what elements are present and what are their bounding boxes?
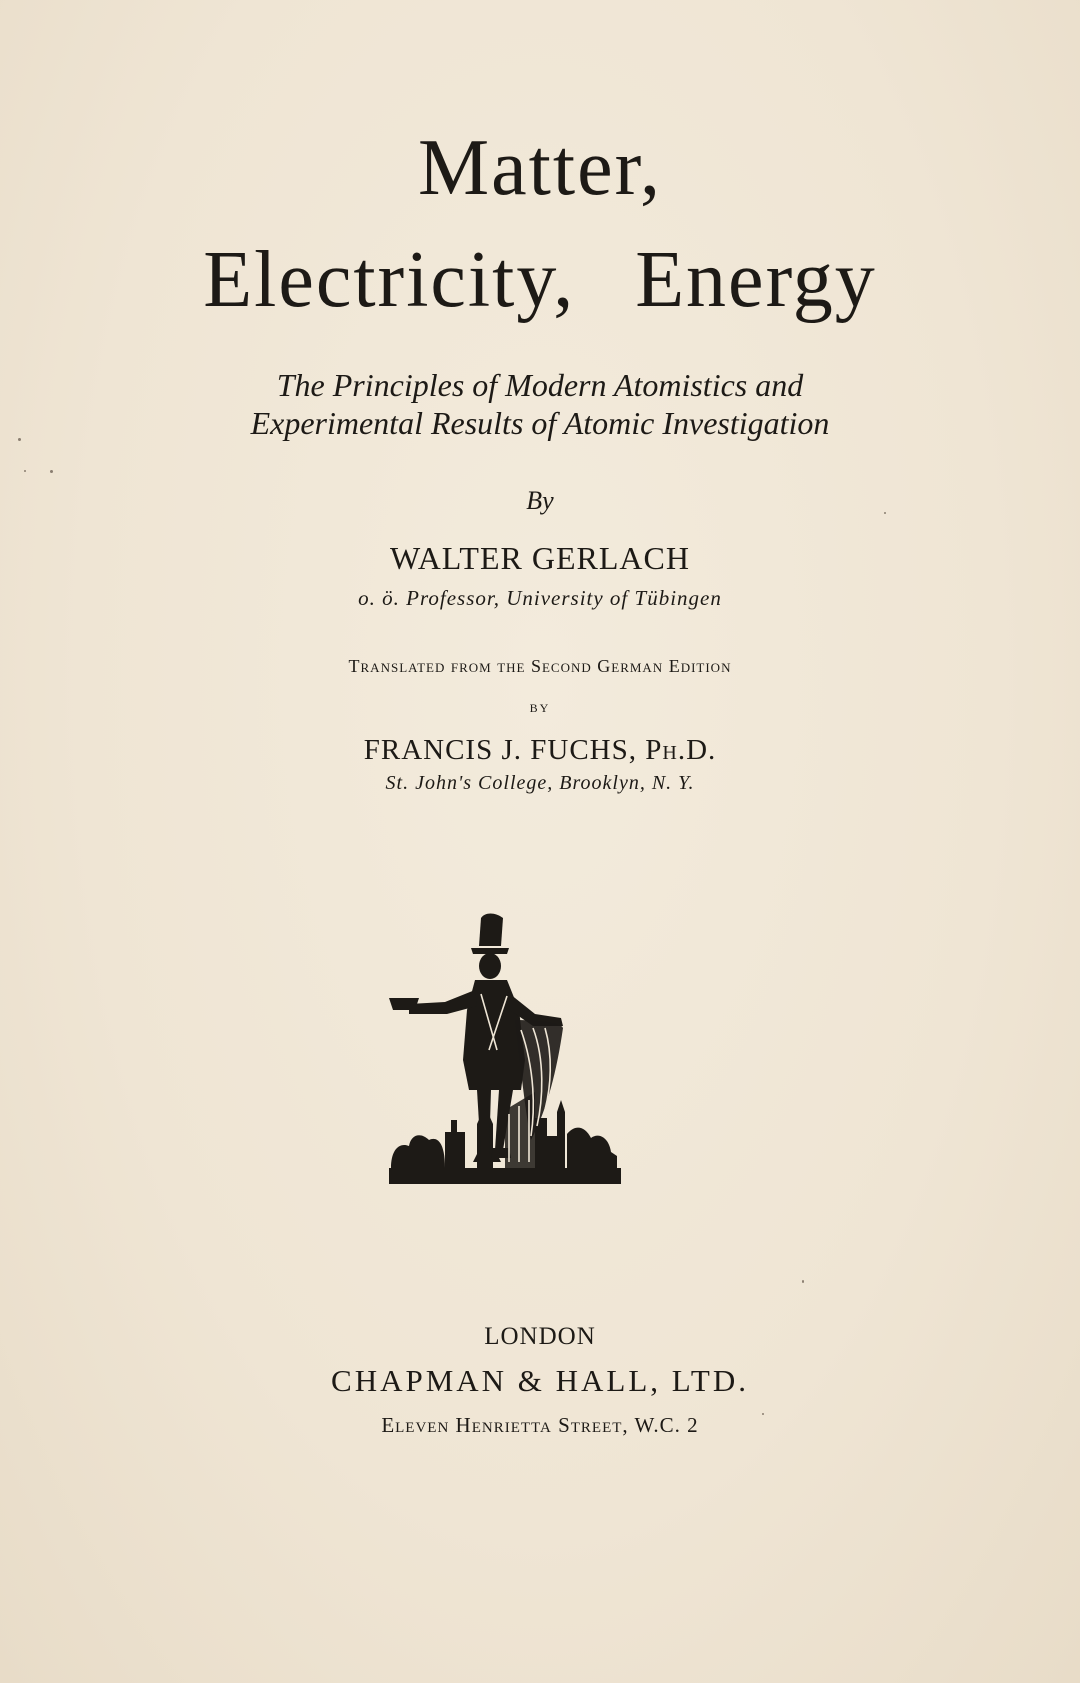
book-title-line-1: Matter, [417, 124, 663, 212]
translator-by-label: BY [529, 701, 551, 715]
translator-name [0, 734, 1080, 767]
paper-speck [802, 1280, 804, 1283]
imprint-address: Eleven Henrietta Street, W.C. 2 [381, 1413, 699, 1437]
by-label: By [526, 486, 554, 515]
paper-speck [884, 512, 886, 514]
translator-degree: Ph.D. [645, 734, 717, 766]
translation-note: Translated from the Second German Edition [348, 656, 732, 676]
book-title-electricity: Electricity, [203, 236, 576, 324]
subtitle [0, 366, 1080, 442]
book-title-line-2 [0, 236, 1080, 324]
translator-name-text: FRANCIS J. FUCHS, [363, 734, 646, 766]
paper-speck [24, 470, 26, 472]
author-name: WALTER GERLACH [390, 540, 690, 576]
book-title-energy: Energy [635, 236, 877, 324]
paper-speck [18, 438, 21, 441]
imprint-city: LONDON [484, 1323, 596, 1350]
paper-speck [50, 470, 53, 473]
subtitle-line-2: Experimental Results of Atomic Investigation [250, 405, 830, 441]
imprint-publisher: CHAPMAN & HALL, LTD. [331, 1363, 749, 1398]
translator-affiliation: St. John's College, Brooklyn, N. Y. [385, 772, 695, 794]
subtitle-line-1: The Principles of Modern Atomistics and [276, 367, 804, 403]
author-affiliation: o. ö. Professor, University of Tübingen [358, 586, 722, 610]
paper-speck [762, 1413, 764, 1415]
publisher-device-sower-icon [385, 910, 625, 1190]
